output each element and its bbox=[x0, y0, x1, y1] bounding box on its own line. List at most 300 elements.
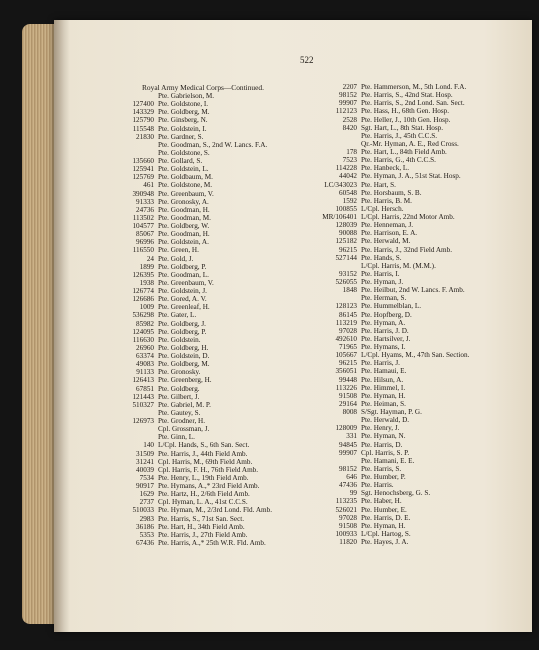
roll-entry bbox=[86, 531, 304, 539]
rank-and-name: Pte. Hopfberg, D. bbox=[361, 310, 412, 319]
rank-and-name: Pte. Harris, J., 45th C.C.S. bbox=[361, 131, 438, 140]
rank-and-name: Pte. Hilsun, A. bbox=[361, 375, 404, 384]
roll-entry bbox=[318, 229, 518, 237]
roll-entry bbox=[318, 384, 518, 392]
page-gutter-shadow bbox=[54, 20, 70, 632]
rank-and-name: Pte. Harris, J., 27th Field Amb. bbox=[158, 530, 248, 539]
rank-and-name: Pte. Harris, A.,* 25th W.R. Fld. Amb. bbox=[158, 538, 266, 547]
roll-entry bbox=[318, 465, 518, 473]
roll-entry bbox=[318, 286, 518, 294]
roll-entry bbox=[318, 270, 518, 278]
rank-and-name: Pte. Herman, S. bbox=[361, 294, 407, 303]
rank-and-name: Pte. Green, H. bbox=[158, 246, 199, 255]
roll-entry bbox=[318, 99, 518, 107]
service-number: 90917 bbox=[136, 482, 154, 490]
rank-and-name: Pte. Hammerson, M., 5th Lond. F.A. bbox=[361, 83, 467, 91]
rank-and-name: Pte. Hart, H., 34th Field Amb. bbox=[158, 522, 245, 531]
service-number: 390948 bbox=[132, 189, 154, 198]
rank-and-name: Cpl. Harris, M., 69th Field Amb. bbox=[158, 457, 253, 466]
rank-and-name: Pte. Goldstein, A. bbox=[158, 238, 209, 247]
roll-entry bbox=[318, 302, 518, 310]
roll-entry bbox=[318, 254, 518, 262]
service-number: 128123 bbox=[335, 302, 357, 311]
rank-and-name: Pte. Goldstein, L. bbox=[158, 165, 209, 174]
service-number: 116630 bbox=[132, 335, 154, 344]
rank-and-name: Pte. Harris, D. bbox=[361, 440, 403, 449]
rank-and-name: Pte. Goldstone, S. bbox=[158, 148, 210, 157]
roll-entry bbox=[86, 385, 304, 393]
roll-entry bbox=[318, 497, 518, 505]
service-number: 126973 bbox=[132, 417, 154, 425]
rank-and-name: Pte. Humber, P. bbox=[361, 473, 406, 481]
service-number: 126774 bbox=[132, 287, 154, 295]
rank-and-name: Pte. Goldstein, J. bbox=[158, 287, 207, 295]
rank-and-name: Pte. Hyman, J. bbox=[361, 278, 404, 286]
service-number: 510033 bbox=[132, 506, 154, 515]
rank-and-name: Pte. Hart, L., 84th Field Amb. bbox=[361, 148, 447, 156]
service-number: 91508 bbox=[339, 391, 357, 400]
roll-entry bbox=[318, 441, 518, 449]
roll-entry bbox=[318, 392, 518, 400]
rank-and-name: Pte. Hyman, A. bbox=[361, 318, 406, 327]
roll-entry bbox=[318, 172, 518, 180]
service-number: 98152 bbox=[339, 91, 357, 100]
service-number: 527144 bbox=[335, 253, 357, 262]
service-number: 143329 bbox=[132, 108, 154, 117]
roll-entry bbox=[318, 424, 518, 432]
roll-entry bbox=[318, 132, 518, 140]
service-number: 125769 bbox=[132, 173, 154, 182]
roll-entry bbox=[318, 506, 518, 514]
rank-and-name: Pte. Hymans, I. bbox=[361, 343, 406, 351]
service-number: 29164 bbox=[339, 399, 357, 408]
rank-and-name: L/Cpl. Hyams, M., 47th San. Section. bbox=[361, 351, 470, 360]
left-column-list bbox=[86, 92, 304, 547]
service-number: 36186 bbox=[136, 522, 154, 531]
rank-and-name: Pte. Gollard, S. bbox=[158, 157, 203, 165]
service-number: 24736 bbox=[136, 205, 154, 214]
roll-entry bbox=[318, 335, 518, 343]
rank-and-name: Pte. Gautey, S. bbox=[158, 408, 201, 417]
roll-entry bbox=[318, 514, 518, 522]
service-number: 11820 bbox=[339, 538, 357, 546]
roll-entry bbox=[86, 466, 304, 474]
roll-entry bbox=[86, 417, 304, 425]
roll-entry bbox=[318, 311, 518, 319]
rank-and-name: Pte. Hart, S. bbox=[361, 180, 396, 189]
rank-and-name: Pte. Herwald, M. bbox=[361, 237, 411, 246]
service-number: 99907 bbox=[339, 448, 357, 457]
service-number: 526055 bbox=[335, 278, 357, 286]
service-number bbox=[318, 132, 361, 140]
rank-and-name: Pte. Humber, E. bbox=[361, 505, 407, 514]
roll-entry bbox=[318, 522, 518, 530]
service-number: 91508 bbox=[339, 521, 357, 530]
rank-and-name: Pte. Gronosky, A. bbox=[158, 197, 209, 206]
roll-entry bbox=[86, 181, 304, 189]
service-number bbox=[86, 92, 158, 100]
service-number bbox=[86, 141, 158, 149]
roll-entry bbox=[318, 538, 518, 546]
rank-and-name: Pte. Gilbert, J. bbox=[158, 392, 200, 401]
service-number: 7534 bbox=[139, 473, 154, 482]
right-column-list bbox=[318, 83, 518, 546]
roll-entry bbox=[318, 376, 518, 384]
roll-entry bbox=[318, 449, 518, 457]
service-number: 105667 bbox=[335, 351, 357, 360]
roll-entry bbox=[86, 279, 304, 287]
service-number: 331 bbox=[346, 432, 357, 441]
roll-entry bbox=[86, 190, 304, 198]
service-number: 510327 bbox=[132, 400, 154, 409]
rank-and-name: Pte. Hyman, N. bbox=[361, 432, 406, 441]
service-number: 1009 bbox=[139, 303, 154, 312]
roll-entry bbox=[318, 156, 518, 164]
rank-and-name: Pte. Henry, L., 19th Field Amb. bbox=[158, 473, 249, 482]
service-number: 2737 bbox=[139, 498, 154, 507]
roll-entry bbox=[318, 124, 518, 132]
service-number: 178 bbox=[346, 148, 357, 156]
service-number bbox=[318, 457, 361, 465]
rank-and-name: Pte. Goldbaum, M. bbox=[158, 173, 213, 182]
service-number: 97028 bbox=[339, 513, 357, 522]
service-number: 1629 bbox=[139, 490, 154, 499]
service-number: 104577 bbox=[132, 222, 154, 230]
roll-entry bbox=[86, 116, 304, 124]
service-number: 67436 bbox=[136, 538, 154, 547]
rank-and-name: Pte. Gronosky. bbox=[158, 368, 201, 377]
roll-entry bbox=[318, 416, 518, 424]
roll-entry bbox=[86, 311, 304, 319]
service-number: 461 bbox=[143, 181, 154, 190]
rank-and-name: Pte. Heilbut, 2nd W. Lancs. F. Amb. bbox=[361, 286, 465, 295]
service-number: 121443 bbox=[132, 392, 154, 401]
roll-entry bbox=[86, 425, 304, 433]
roll-entry bbox=[86, 214, 304, 222]
rank-and-name: Pte. Himmel, I. bbox=[361, 383, 406, 392]
rank-and-name: L/Cpl. Hartog, S. bbox=[361, 529, 411, 538]
rank-and-name: Pte. Goldberg, M. bbox=[158, 360, 210, 369]
roll-entry bbox=[86, 482, 304, 490]
roll-entry bbox=[86, 246, 304, 254]
roll-entry bbox=[86, 230, 304, 238]
rank-and-name: Pte. Harris, B. M. bbox=[361, 196, 412, 205]
service-number: 126686 bbox=[132, 295, 154, 304]
roll-entry bbox=[86, 165, 304, 173]
rank-and-name: Pte. Harris. bbox=[361, 481, 394, 490]
service-number: 140 bbox=[143, 441, 154, 450]
service-number: 100933 bbox=[335, 529, 357, 538]
roll-entry bbox=[318, 140, 518, 148]
roll-entry bbox=[86, 206, 304, 214]
rank-and-name: L/Cpl. Harris, M. (M.M.). bbox=[361, 261, 436, 270]
rank-and-name: Cpl. Hyman, L. A., 41st C.C.S. bbox=[158, 498, 248, 507]
service-number: 47436 bbox=[339, 481, 357, 490]
roll-entry bbox=[86, 263, 304, 271]
rank-and-name: Pte. Hayes, J. A. bbox=[361, 538, 409, 546]
service-number bbox=[318, 294, 361, 302]
roll-entry bbox=[86, 149, 304, 157]
roll-entry bbox=[86, 287, 304, 295]
rank-and-name: Pte. Hamani, E. E. bbox=[361, 456, 415, 465]
roll-entry bbox=[318, 205, 518, 213]
rank-and-name: Pte. Goldberg, H. bbox=[158, 343, 209, 352]
roll-entry bbox=[86, 401, 304, 409]
roll-entry bbox=[318, 400, 518, 408]
roll-entry bbox=[318, 164, 518, 172]
service-number: 96215 bbox=[339, 359, 357, 368]
service-number bbox=[86, 409, 158, 417]
service-number: 113219 bbox=[335, 318, 357, 327]
rank-and-name: Pte. Harris, J. D. bbox=[361, 326, 409, 335]
rank-and-name: Pte. Gored, A. V. bbox=[158, 295, 207, 304]
rank-and-name: Pte. Goldberg, M. bbox=[158, 108, 210, 117]
service-number: 85067 bbox=[136, 230, 154, 239]
rank-and-name: Pte. Hartz, H., 2/6th Field Amb. bbox=[158, 490, 250, 499]
service-number: 127400 bbox=[132, 100, 154, 109]
roll-entry bbox=[318, 351, 518, 359]
service-number bbox=[318, 416, 361, 424]
service-number: 91333 bbox=[136, 197, 154, 206]
roll-entry bbox=[86, 320, 304, 328]
rank-and-name: Pte. Goldberg, W. bbox=[158, 222, 210, 230]
rank-and-name: Pte. Goodman, S., 2nd W. Lancs. F.A. bbox=[158, 140, 268, 149]
rank-and-name: Pte. Goodman, H. bbox=[158, 205, 210, 214]
service-number: 126395 bbox=[132, 270, 154, 279]
service-number: 2983 bbox=[139, 514, 154, 523]
roll-entry bbox=[86, 92, 304, 100]
roll-entry bbox=[86, 409, 304, 417]
roll-entry bbox=[318, 530, 518, 538]
service-number: 116550 bbox=[132, 246, 154, 255]
roll-entry bbox=[318, 189, 518, 197]
service-number: 125790 bbox=[132, 116, 154, 125]
service-number: 1899 bbox=[139, 262, 154, 271]
rank-and-name: Pte. Greenberg, H. bbox=[158, 376, 212, 385]
rank-and-name: Pte. Gabriel, M. P. bbox=[158, 400, 211, 409]
rank-and-name: Pte. Hamaui, E. bbox=[361, 367, 407, 376]
service-number: 49083 bbox=[136, 360, 154, 369]
service-number: 492610 bbox=[335, 334, 357, 343]
roll-entry bbox=[318, 473, 518, 481]
rank-and-name: Pte. Gabrielson, M. bbox=[158, 92, 215, 100]
service-number: 128039 bbox=[335, 221, 357, 230]
service-number: 1592 bbox=[342, 196, 357, 205]
service-number: 5353 bbox=[139, 530, 154, 539]
roll-entry bbox=[86, 108, 304, 116]
rank-and-name: Cpl. Harris, F. H., 76th Field Amb. bbox=[158, 465, 259, 474]
roll-entry bbox=[86, 393, 304, 401]
roll-entry bbox=[318, 237, 518, 245]
roll-entry bbox=[318, 481, 518, 489]
rank-and-name: Pte. Harris, S., 71st San. Sect. bbox=[158, 514, 245, 523]
roll-entry bbox=[86, 441, 304, 449]
service-number: 124095 bbox=[132, 327, 154, 336]
roll-entry bbox=[318, 457, 518, 465]
roll-entry bbox=[86, 376, 304, 384]
service-number: 126413 bbox=[132, 376, 154, 385]
rank-and-name: L/Cpl. Harris, 22nd Motor Amb. bbox=[361, 213, 455, 221]
roll-entry bbox=[318, 213, 518, 221]
service-number bbox=[86, 149, 158, 157]
service-number: 94845 bbox=[339, 440, 357, 449]
service-number: 40039 bbox=[136, 465, 154, 474]
service-number: 98152 bbox=[339, 464, 357, 473]
service-number: 90088 bbox=[339, 229, 357, 238]
roll-entry bbox=[86, 474, 304, 482]
service-number: 24 bbox=[146, 254, 154, 263]
rank-and-name: Pte. Ginsberg, N. bbox=[158, 116, 208, 125]
rank-and-name: Pte. Hyman, H. bbox=[361, 391, 406, 400]
rank-and-name: Pte. Goldstein, D. bbox=[158, 352, 210, 360]
roll-entry bbox=[86, 157, 304, 165]
roll-entry bbox=[318, 408, 518, 416]
rank-and-name: S/Sgt. Hayman, P. G. bbox=[361, 408, 422, 416]
rank-and-name: Pte. Heller, J., 10th Gen. Hosp. bbox=[361, 115, 451, 124]
roll-entry bbox=[86, 506, 304, 514]
roll-entry bbox=[318, 262, 518, 270]
rank-and-name: Pte. Hanbeck, L. bbox=[361, 164, 410, 173]
rank-and-name: Pte. Horsbaum, S. B. bbox=[361, 188, 422, 197]
rank-and-name: Pte. Greenbaum, V. bbox=[158, 189, 214, 198]
roll-entry bbox=[86, 173, 304, 181]
service-number: 93152 bbox=[339, 269, 357, 278]
service-number: LC/343023 bbox=[324, 180, 357, 189]
roll-entry bbox=[86, 255, 304, 263]
roll-entry bbox=[318, 148, 518, 156]
roll-entry bbox=[86, 141, 304, 149]
service-number: 113226 bbox=[335, 383, 357, 392]
rank-and-name: Pte. Harris, S., 42nd Stat. Hosp. bbox=[361, 91, 453, 100]
service-number: 112123 bbox=[335, 107, 357, 116]
service-number: 99907 bbox=[339, 99, 357, 108]
roll-entry bbox=[86, 303, 304, 311]
rank-and-name: Pte. Goldberg. bbox=[158, 384, 200, 393]
rank-and-name: Pte. Harris, J. bbox=[361, 359, 400, 368]
service-number: 67851 bbox=[136, 384, 154, 393]
service-number: 21830 bbox=[136, 132, 154, 141]
service-number: 114228 bbox=[335, 164, 357, 173]
rank-and-name: Pte. Hands, S. bbox=[361, 253, 402, 262]
page-number: 522 bbox=[300, 55, 314, 65]
rank-and-name: Pte. Gater, L. bbox=[158, 311, 197, 320]
service-number: 60548 bbox=[339, 188, 357, 197]
service-number: 71965 bbox=[339, 343, 357, 351]
roll-entry bbox=[86, 344, 304, 352]
rank-and-name: L/Cpl. Hersch. bbox=[361, 204, 404, 213]
service-number: 97028 bbox=[339, 326, 357, 335]
service-number: 646 bbox=[346, 473, 357, 481]
roll-entry bbox=[86, 336, 304, 344]
roll-entry bbox=[318, 83, 518, 91]
roll-entry bbox=[318, 489, 518, 497]
service-number: 44042 bbox=[339, 172, 357, 181]
service-number: 2207 bbox=[342, 83, 357, 91]
roll-entry bbox=[86, 498, 304, 506]
service-number bbox=[318, 262, 361, 270]
roll-entry bbox=[318, 294, 518, 302]
rank-and-name: Pte. Hass, H., 68th Gen. Hosp. bbox=[361, 107, 450, 116]
service-number: 86145 bbox=[339, 310, 357, 319]
rank-and-name: Pte. Harris, G., 4th C.C.S. bbox=[361, 156, 436, 165]
service-number: 96215 bbox=[339, 245, 357, 254]
service-number: 26960 bbox=[136, 343, 154, 352]
rank-and-name: Pte. Gold, J. bbox=[158, 254, 194, 263]
section-heading: Royal Army Medical Corps—Continued. bbox=[142, 83, 264, 92]
rank-and-name: Pte. Goldstein, I. bbox=[158, 124, 207, 133]
roll-entry bbox=[318, 221, 518, 229]
service-number: 128009 bbox=[335, 424, 357, 433]
service-number: 1938 bbox=[139, 278, 154, 287]
roll-entry bbox=[86, 125, 304, 133]
rank-and-name: Pte. Henry, J. bbox=[361, 424, 400, 433]
roll-entry bbox=[86, 198, 304, 206]
rank-and-name: Pte. Hyman, H. bbox=[361, 521, 406, 530]
roll-entry bbox=[86, 295, 304, 303]
service-number bbox=[86, 433, 158, 441]
service-number: MR/106401 bbox=[322, 213, 357, 221]
service-number: 2528 bbox=[342, 115, 357, 124]
service-number: 125941 bbox=[132, 165, 154, 174]
service-number: 8008 bbox=[342, 408, 357, 416]
service-number: 99448 bbox=[339, 375, 357, 384]
rank-and-name: Pte. Goldberg, P. bbox=[158, 327, 207, 336]
roll-entry bbox=[318, 116, 518, 124]
rank-and-name: Pte. Hyman, J. A., 51st Stat. Hosp. bbox=[361, 172, 461, 181]
rank-and-name: Pte. Goodman, H. bbox=[158, 230, 210, 239]
roll-entry bbox=[318, 107, 518, 115]
roll-entry bbox=[318, 432, 518, 440]
rank-and-name: Pte. Hymans, A.,* 23rd Field Amb. bbox=[158, 482, 260, 490]
rank-and-name: Pte. Harris, J., 44th Field Amb. bbox=[158, 449, 248, 458]
rank-and-name: Pte. Haber, H. bbox=[361, 497, 402, 506]
roll-entry bbox=[318, 359, 518, 367]
service-number: 85982 bbox=[136, 319, 154, 328]
service-number: 113502 bbox=[132, 213, 154, 222]
roll-entry bbox=[86, 133, 304, 141]
rank-and-name: Pte. Hyman, M., 2/3rd Lond. Fld. Amb. bbox=[158, 506, 273, 515]
service-number: 356051 bbox=[335, 367, 357, 376]
rank-and-name: Pte. Herwald, D. bbox=[361, 416, 410, 425]
rank-and-name: Pte. Harris, S. bbox=[361, 464, 402, 473]
service-number bbox=[318, 140, 361, 148]
service-number: 135660 bbox=[132, 157, 154, 165]
roll-entry bbox=[86, 352, 304, 360]
service-number: 8420 bbox=[342, 123, 357, 132]
rank-and-name: Sgt. Hart, L., 8th Stat. Hosp. bbox=[361, 123, 444, 132]
rank-and-name: Pte. Goldberg, P. bbox=[158, 262, 207, 271]
roll-entry bbox=[318, 367, 518, 375]
roll-entry bbox=[86, 458, 304, 466]
roll-entry bbox=[318, 319, 518, 327]
roll-entry bbox=[86, 100, 304, 108]
rank-and-name: Pte. Grodner, H. bbox=[158, 417, 206, 425]
roll-entry bbox=[318, 246, 518, 254]
rank-and-name: Cpl. Grossman, J. bbox=[158, 425, 210, 434]
roll-entry bbox=[86, 271, 304, 279]
roll-entry bbox=[86, 360, 304, 368]
roll-entry bbox=[86, 539, 304, 547]
rank-and-name: L/Cpl. Hands, S., 6th San. Sect. bbox=[158, 441, 250, 450]
roll-entry bbox=[318, 181, 518, 189]
rank-and-name: Pte. Goodman, M. bbox=[158, 213, 211, 222]
rank-and-name: Sgt. Henochsberg, G. S. bbox=[361, 489, 431, 498]
rank-and-name: Pte. Goldstein. bbox=[158, 335, 201, 344]
rank-and-name: Pte. Hartsilver, J. bbox=[361, 334, 411, 343]
roll-entry bbox=[86, 328, 304, 336]
roll-entry bbox=[86, 368, 304, 376]
service-number: 63374 bbox=[136, 352, 154, 360]
